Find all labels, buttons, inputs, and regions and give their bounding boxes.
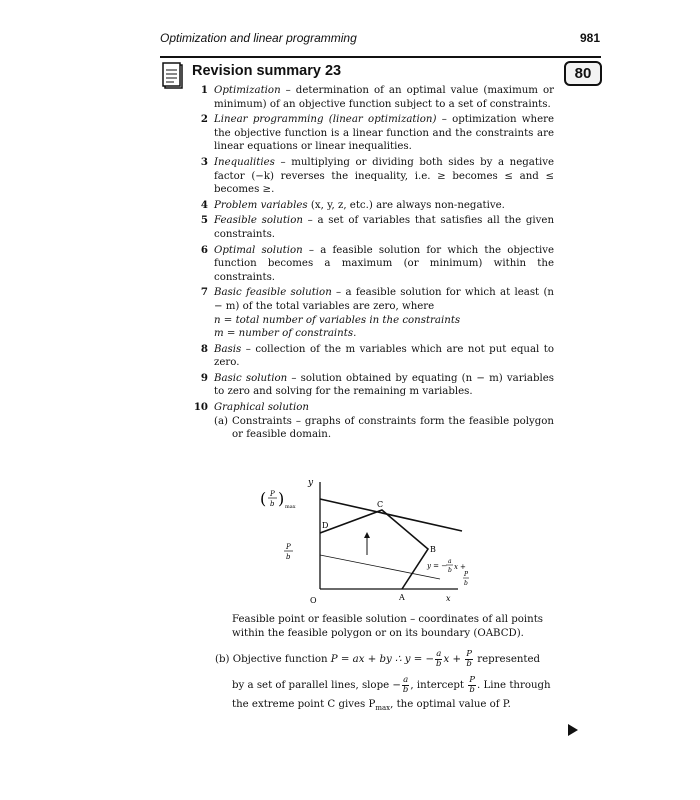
running-title: Optimization and linear programming — [160, 31, 357, 45]
list-item — [188, 199, 554, 213]
fraction-p-over-b: $\frac{P}{b}$ — [466, 649, 473, 669]
feasible-polygon — [320, 510, 428, 589]
item-text: (x, y, z, etc.) are always non-negative. — [307, 199, 505, 211]
item-text: – determination of an optimal value (maximum or minimum) of an objective function subject to a set of constraints. — [214, 85, 554, 110]
part-b-line-3 — [215, 698, 555, 716]
eq-frac1-den: b — [448, 567, 452, 574]
item-text: – collection of the m variables which are not put equal to zero. — [214, 343, 554, 369]
eq-frac1-num: a — [448, 558, 452, 565]
item-number: 3 — [200, 155, 208, 168]
part-b-line-1 — [215, 650, 555, 668]
x-axis-label: x — [446, 594, 451, 603]
summary-title: Revision summary 23 — [192, 63, 342, 79]
pmax-den: b — [270, 500, 275, 508]
part-b-text-1: Objective function — [232, 654, 328, 665]
item-number: 2 — [200, 113, 208, 126]
list-item — [188, 372, 554, 399]
item-term: Optimization — [214, 85, 281, 96]
item-term: Basic solution — [214, 372, 288, 384]
list-item — [188, 113, 554, 154]
vertex-c: C — [377, 500, 384, 509]
item-text: – optimization where the objective function is a linear function and the constraints are linear equations or linear inequalities. — [214, 114, 554, 153]
notepad-icon — [162, 62, 184, 90]
item-term: Graphical solution — [214, 402, 309, 414]
item-number: 6 — [200, 243, 208, 256]
item-number: 7 — [200, 286, 208, 299]
item-text: – solution obtained by equating (n − m) variables to zero and solving for the remaining m variables. — [214, 372, 554, 398]
definition-n: n = total number of variables in the constraints — [214, 314, 461, 326]
pmax-sub: max — [375, 704, 391, 713]
list-item — [188, 214, 554, 241]
item-term: Basis — [214, 343, 242, 355]
eq-frac2-den: b — [464, 580, 468, 587]
page-number: 981 — [579, 31, 600, 45]
item-term: Basic feasible solution — [214, 287, 332, 299]
item-text: – a feasible solution for which at least (n − m) of the total variables are zero, where — [214, 287, 554, 312]
origin-label: O — [310, 596, 317, 605]
item-number: 1 — [200, 84, 208, 96]
plus-sign: + — [452, 654, 462, 665]
item-text: – a feasible solution for which the objective function becomes a maximum (or minimum) within the constraints. — [214, 244, 554, 283]
chapter-badge: 80 — [564, 61, 602, 86]
part-b-line-2 — [215, 676, 555, 694]
item-number: 8 — [200, 342, 208, 355]
part-a-text: Constraints – graphs of constraints form the feasible polygon or feasible domain. — [232, 415, 554, 441]
summary-list — [188, 84, 554, 444]
optimal-value-text: , the optimal value of P. — [390, 699, 511, 710]
item-text: – multiplying or dividing both sides by a negative factor (−k) reverses the inequality, i.e. ≥ becomes ≤ and ≤ becomes ≥. — [214, 156, 554, 196]
part-b-label: (b) — [215, 654, 230, 665]
list-item — [188, 84, 554, 111]
pmax-close: ) — [278, 489, 285, 508]
pmax-subscript: max — [285, 504, 296, 510]
header-rule — [160, 56, 601, 58]
var-x: x — [443, 654, 450, 665]
list-item — [188, 286, 554, 340]
list-item — [188, 156, 554, 197]
pmax-open: ( — [260, 489, 267, 508]
eq-plus: + — [460, 563, 466, 571]
next-page-arrow-icon — [568, 724, 578, 736]
item-number: 4 — [200, 198, 208, 211]
direction-arrowhead — [364, 532, 370, 538]
definition-m: m = number of constraints. — [214, 328, 357, 340]
item-term: Optimal solution — [214, 244, 303, 256]
slope-text: by a set of parallel lines, slope − — [232, 680, 401, 691]
item-number: 9 — [200, 371, 208, 384]
vertex-d: D — [322, 521, 329, 530]
part-a — [214, 415, 554, 442]
pmax-num: P — [270, 490, 275, 498]
pb-num: P — [286, 543, 291, 551]
fraction-slope: $\frac{a}{b}$ — [402, 675, 409, 695]
pb-den: b — [286, 553, 291, 561]
list-item — [188, 343, 554, 370]
objective-line-max — [320, 499, 462, 531]
list-item — [188, 244, 554, 285]
item-text: – a set of variables that satisfies all the given constraints. — [214, 215, 555, 240]
item-number: 10 — [193, 401, 208, 414]
feasible-polygon-figure — [250, 472, 470, 612]
part-b-represented: represented — [477, 654, 541, 665]
item-term: Feasible solution — [214, 215, 303, 227]
item-number: 5 — [200, 214, 208, 227]
part-a-label: (a) — [214, 415, 229, 427]
objective-equation: P = ax + by ∴ y = − — [330, 654, 435, 665]
list-item — [188, 401, 554, 442]
line-through-text: . Line through — [476, 680, 551, 691]
vertex-a: A — [399, 593, 405, 602]
extreme-point-text: the extreme point C gives P — [232, 699, 376, 710]
eq-x: x — [454, 563, 458, 571]
part-b — [215, 650, 555, 716]
intercept-text: , intercept — [410, 680, 464, 691]
eq-frac2-num: P — [464, 571, 469, 578]
fraction-intercept: $\frac{P}{b}$ — [469, 675, 475, 695]
vertex-b: B — [430, 545, 436, 554]
item-term: Problem variables — [214, 199, 308, 211]
figure-caption: Feasible point or feasible solution – coordinates of all points within the feasible polygon or on its boundary (OABCD). — [232, 614, 544, 639]
fraction-a-over-b: $\frac{a}{b}$ — [436, 649, 442, 669]
item-term: Linear programming (linear optimization) — [214, 114, 437, 126]
y-axis-label: y — [308, 478, 314, 488]
eq-lhs: y = − — [427, 562, 448, 570]
running-head — [160, 31, 600, 45]
item-term: Inequalities — [214, 156, 275, 168]
